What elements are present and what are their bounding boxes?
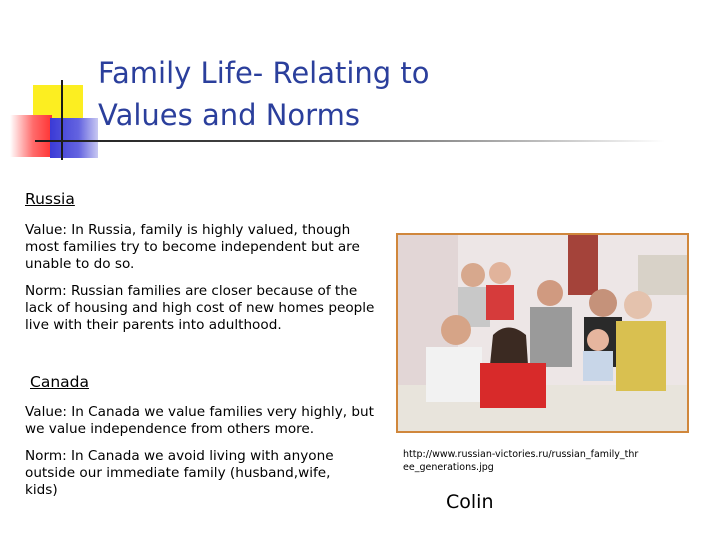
canada-value-text: Value: In Canada we value families very highly, but we value independence from others more. <box>25 404 374 437</box>
decor-blue-square <box>50 118 98 158</box>
russia-value-text: Value: In Russia, family is highly valued, though most families try to become independent but are unable to do so. <box>25 222 360 272</box>
slide-title-line-1: Family Life- Relating to <box>98 56 430 90</box>
slide-title <box>98 52 430 136</box>
slide-title-line-2: Values and Norms <box>98 98 360 132</box>
family-photo <box>396 233 689 433</box>
author-name: Colin <box>446 491 494 513</box>
decor-vertical-line <box>61 80 63 160</box>
decor-red-square <box>10 115 52 157</box>
russia-heading: Russia <box>25 190 75 208</box>
canada-heading: Canada <box>30 373 89 391</box>
photo-source-caption: http://www.russian-victories.ru/russian_family_three_generations.jpg <box>403 449 639 473</box>
family-photo-icon <box>398 235 687 431</box>
russia-norm-text: Norm: Russian families are closer because of the lack of housing and high cost of new homes people live with their parents into adulthood. <box>25 283 375 333</box>
title-underline <box>35 140 665 142</box>
canada-norm-text: Norm: In Canada we avoid living with anyone outside our immediate family (husband,wife, kids) <box>25 448 334 498</box>
